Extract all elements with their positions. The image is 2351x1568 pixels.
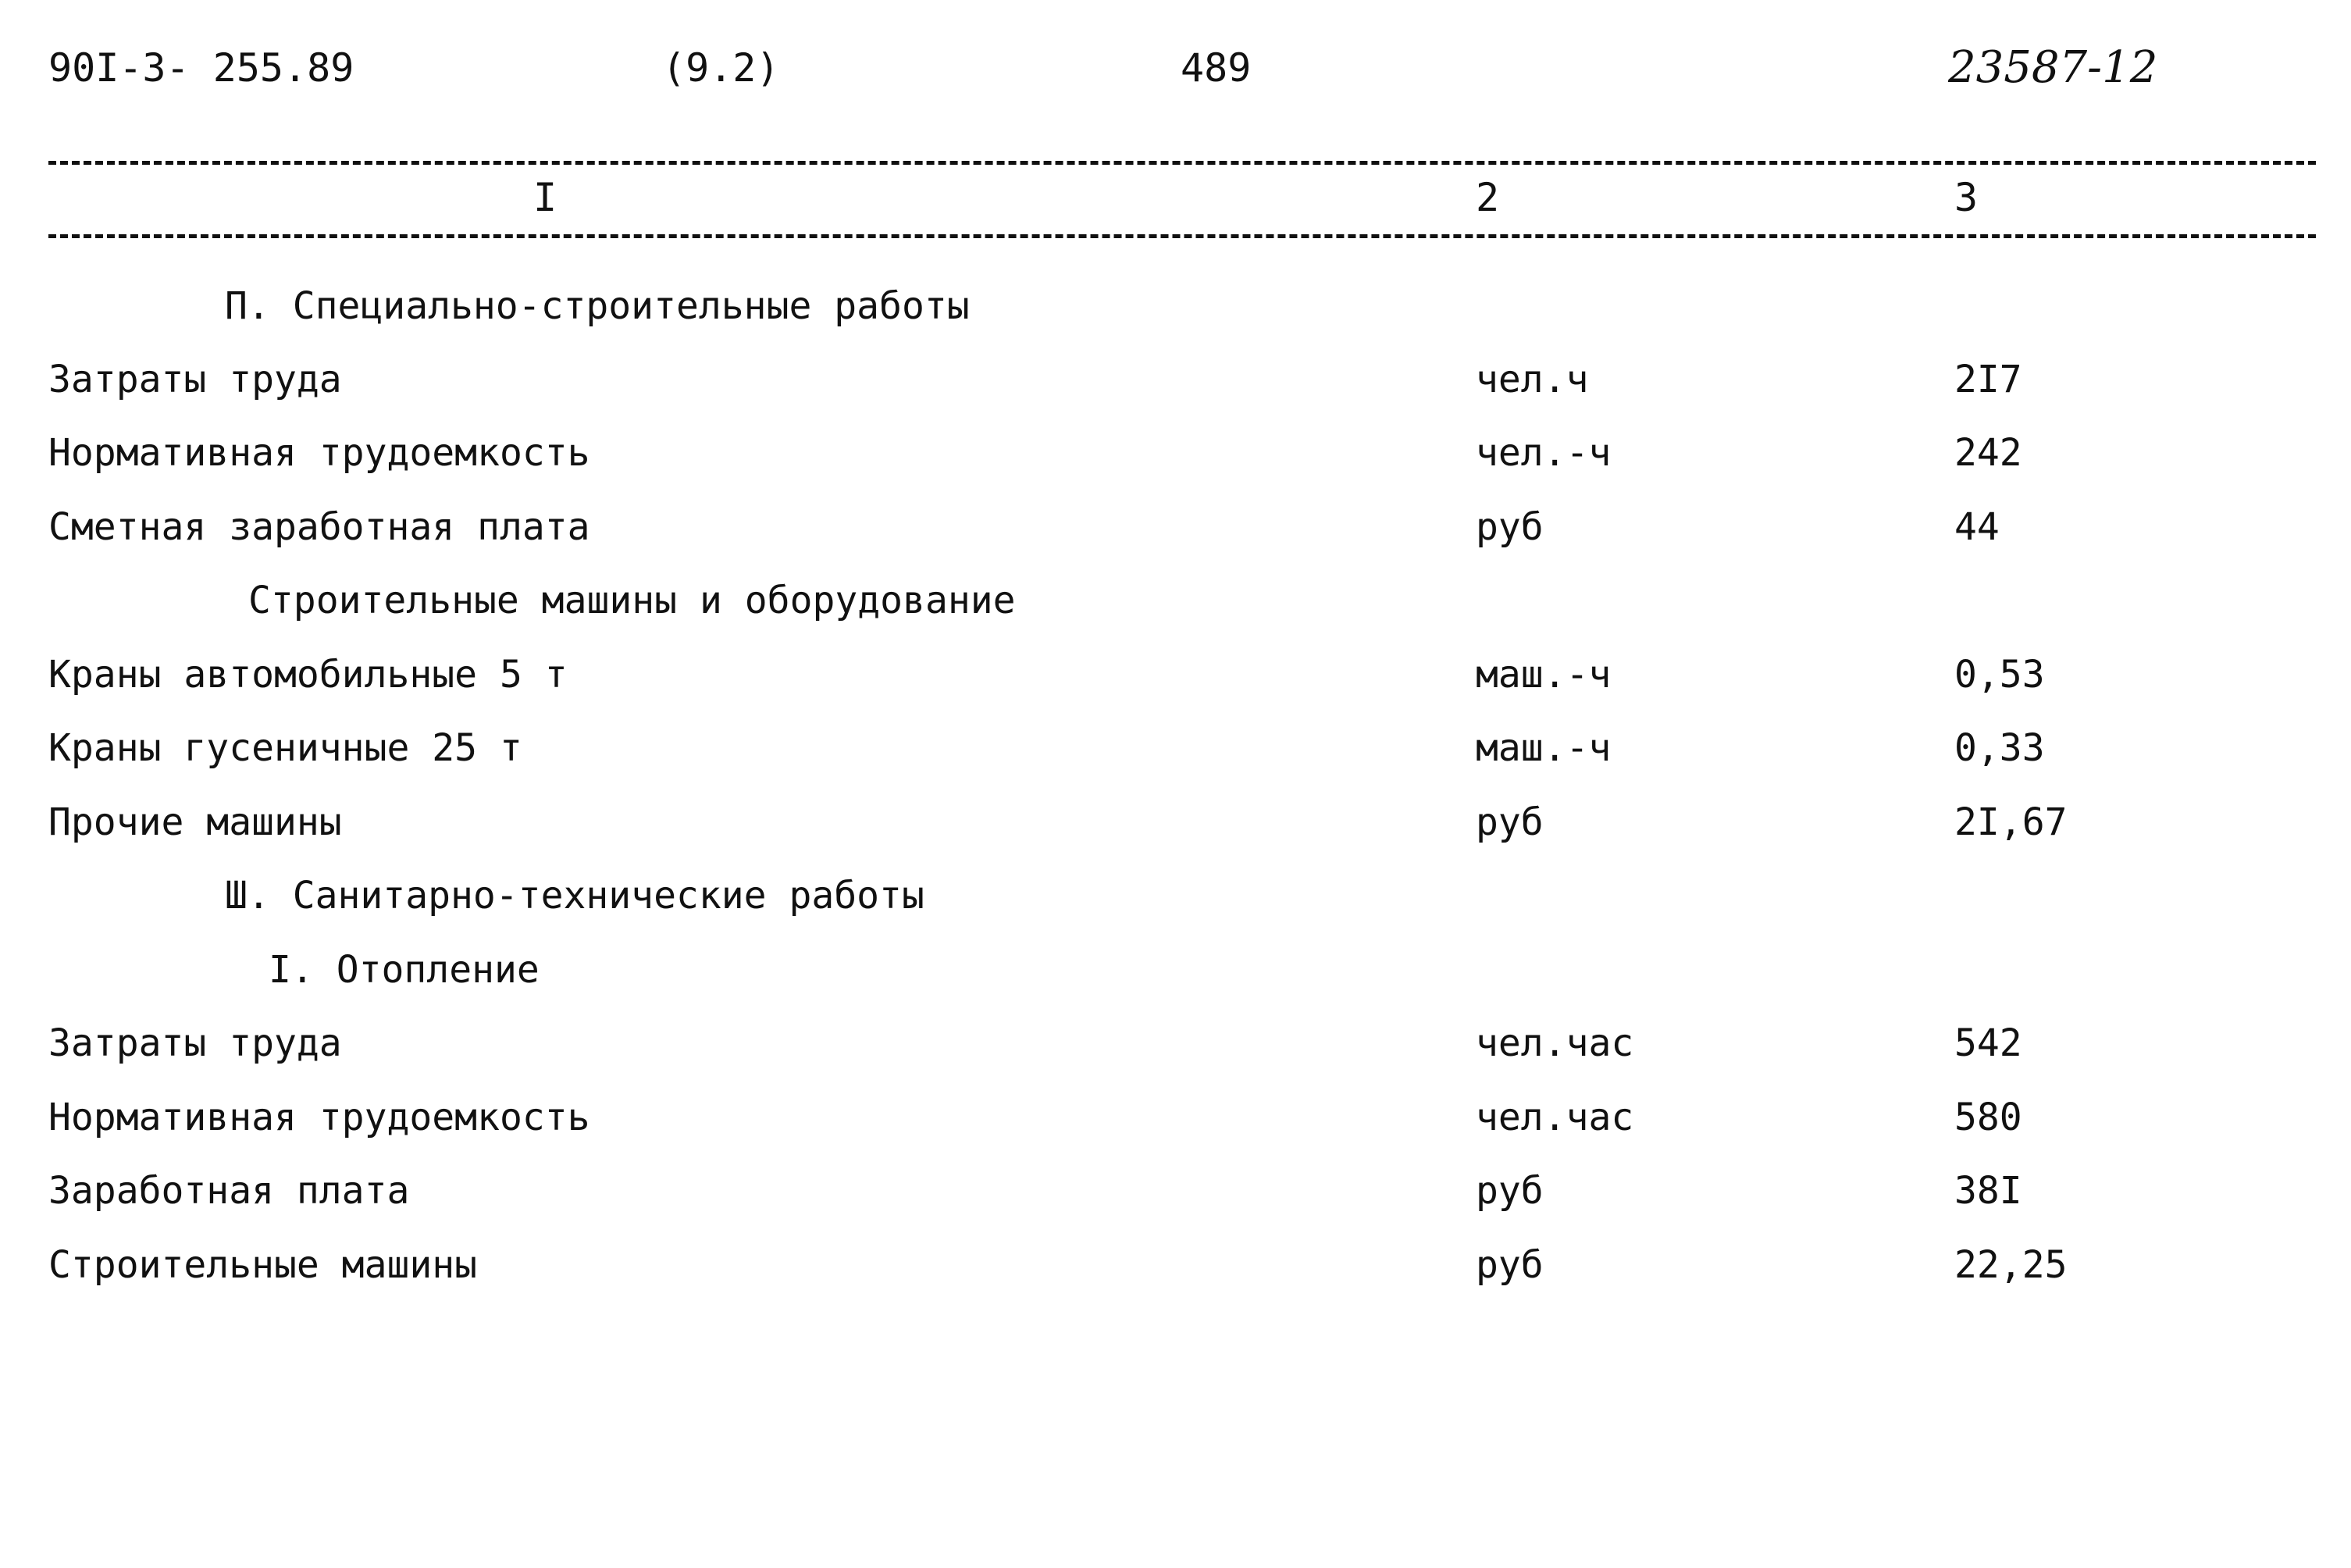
page-number: 489 (1181, 45, 1252, 91)
row-value: 0,33 (1954, 726, 2045, 770)
table-top-dashed-rule (48, 161, 2316, 165)
row-unit: чел.час (1476, 1096, 1634, 1139)
row-name: Нормативная трудоемкость (48, 1096, 590, 1139)
row-value: 0,53 (1954, 653, 2045, 697)
row-value: 38I (1954, 1169, 2022, 1213)
row-name: Затраты труда (48, 1021, 342, 1065)
row-unit: чел.-ч (1476, 431, 1612, 475)
row-unit: руб (1476, 800, 1544, 844)
row-unit: руб (1476, 1243, 1544, 1287)
row-unit: маш.-ч (1476, 653, 1612, 697)
row-name: Сметная заработная плата (48, 505, 590, 549)
row-name: Краны автомобильные 5 т (48, 653, 568, 697)
document-code: 90I-3- 255.89 (48, 45, 354, 91)
row-name: Краны гусеничные 25 т (48, 726, 522, 770)
row-value: 2I,67 (1954, 800, 2068, 844)
row-unit: руб (1476, 1169, 1544, 1213)
column-number-1: I (533, 175, 557, 220)
subsection-heading: I. Отопление (269, 948, 540, 992)
section-heading: Ш. Санитарно-технические работы (225, 874, 924, 918)
section-number: (9.2) (662, 45, 780, 91)
row-value: 242 (1954, 431, 2022, 475)
row-name: Заработная плата (48, 1169, 410, 1213)
row-value: 44 (1954, 505, 2000, 549)
column-number-2: 2 (1476, 175, 1500, 220)
section-heading: П. Специально-строительные работы (225, 284, 970, 328)
row-value: 22,25 (1954, 1243, 2068, 1287)
row-name: Нормативная трудоемкость (48, 431, 590, 475)
row-name: Прочие машины (48, 800, 342, 844)
row-unit: руб (1476, 505, 1544, 549)
inventory-number: 23587-12 (1948, 42, 2158, 93)
subsection-heading: Строительные машины и оборудование (248, 579, 1016, 622)
row-unit: маш.-ч (1476, 726, 1612, 770)
row-unit: чел.час (1476, 1021, 1634, 1065)
column-number-3: 3 (1954, 175, 1979, 220)
row-name: Затраты труда (48, 358, 342, 401)
row-value: 2I7 (1954, 358, 2022, 401)
row-unit: чел.ч (1476, 358, 1589, 401)
row-name: Строительные машины (48, 1243, 478, 1287)
table-header-dashed-rule (48, 234, 2316, 238)
row-value: 580 (1954, 1096, 2022, 1139)
row-value: 542 (1954, 1021, 2022, 1065)
